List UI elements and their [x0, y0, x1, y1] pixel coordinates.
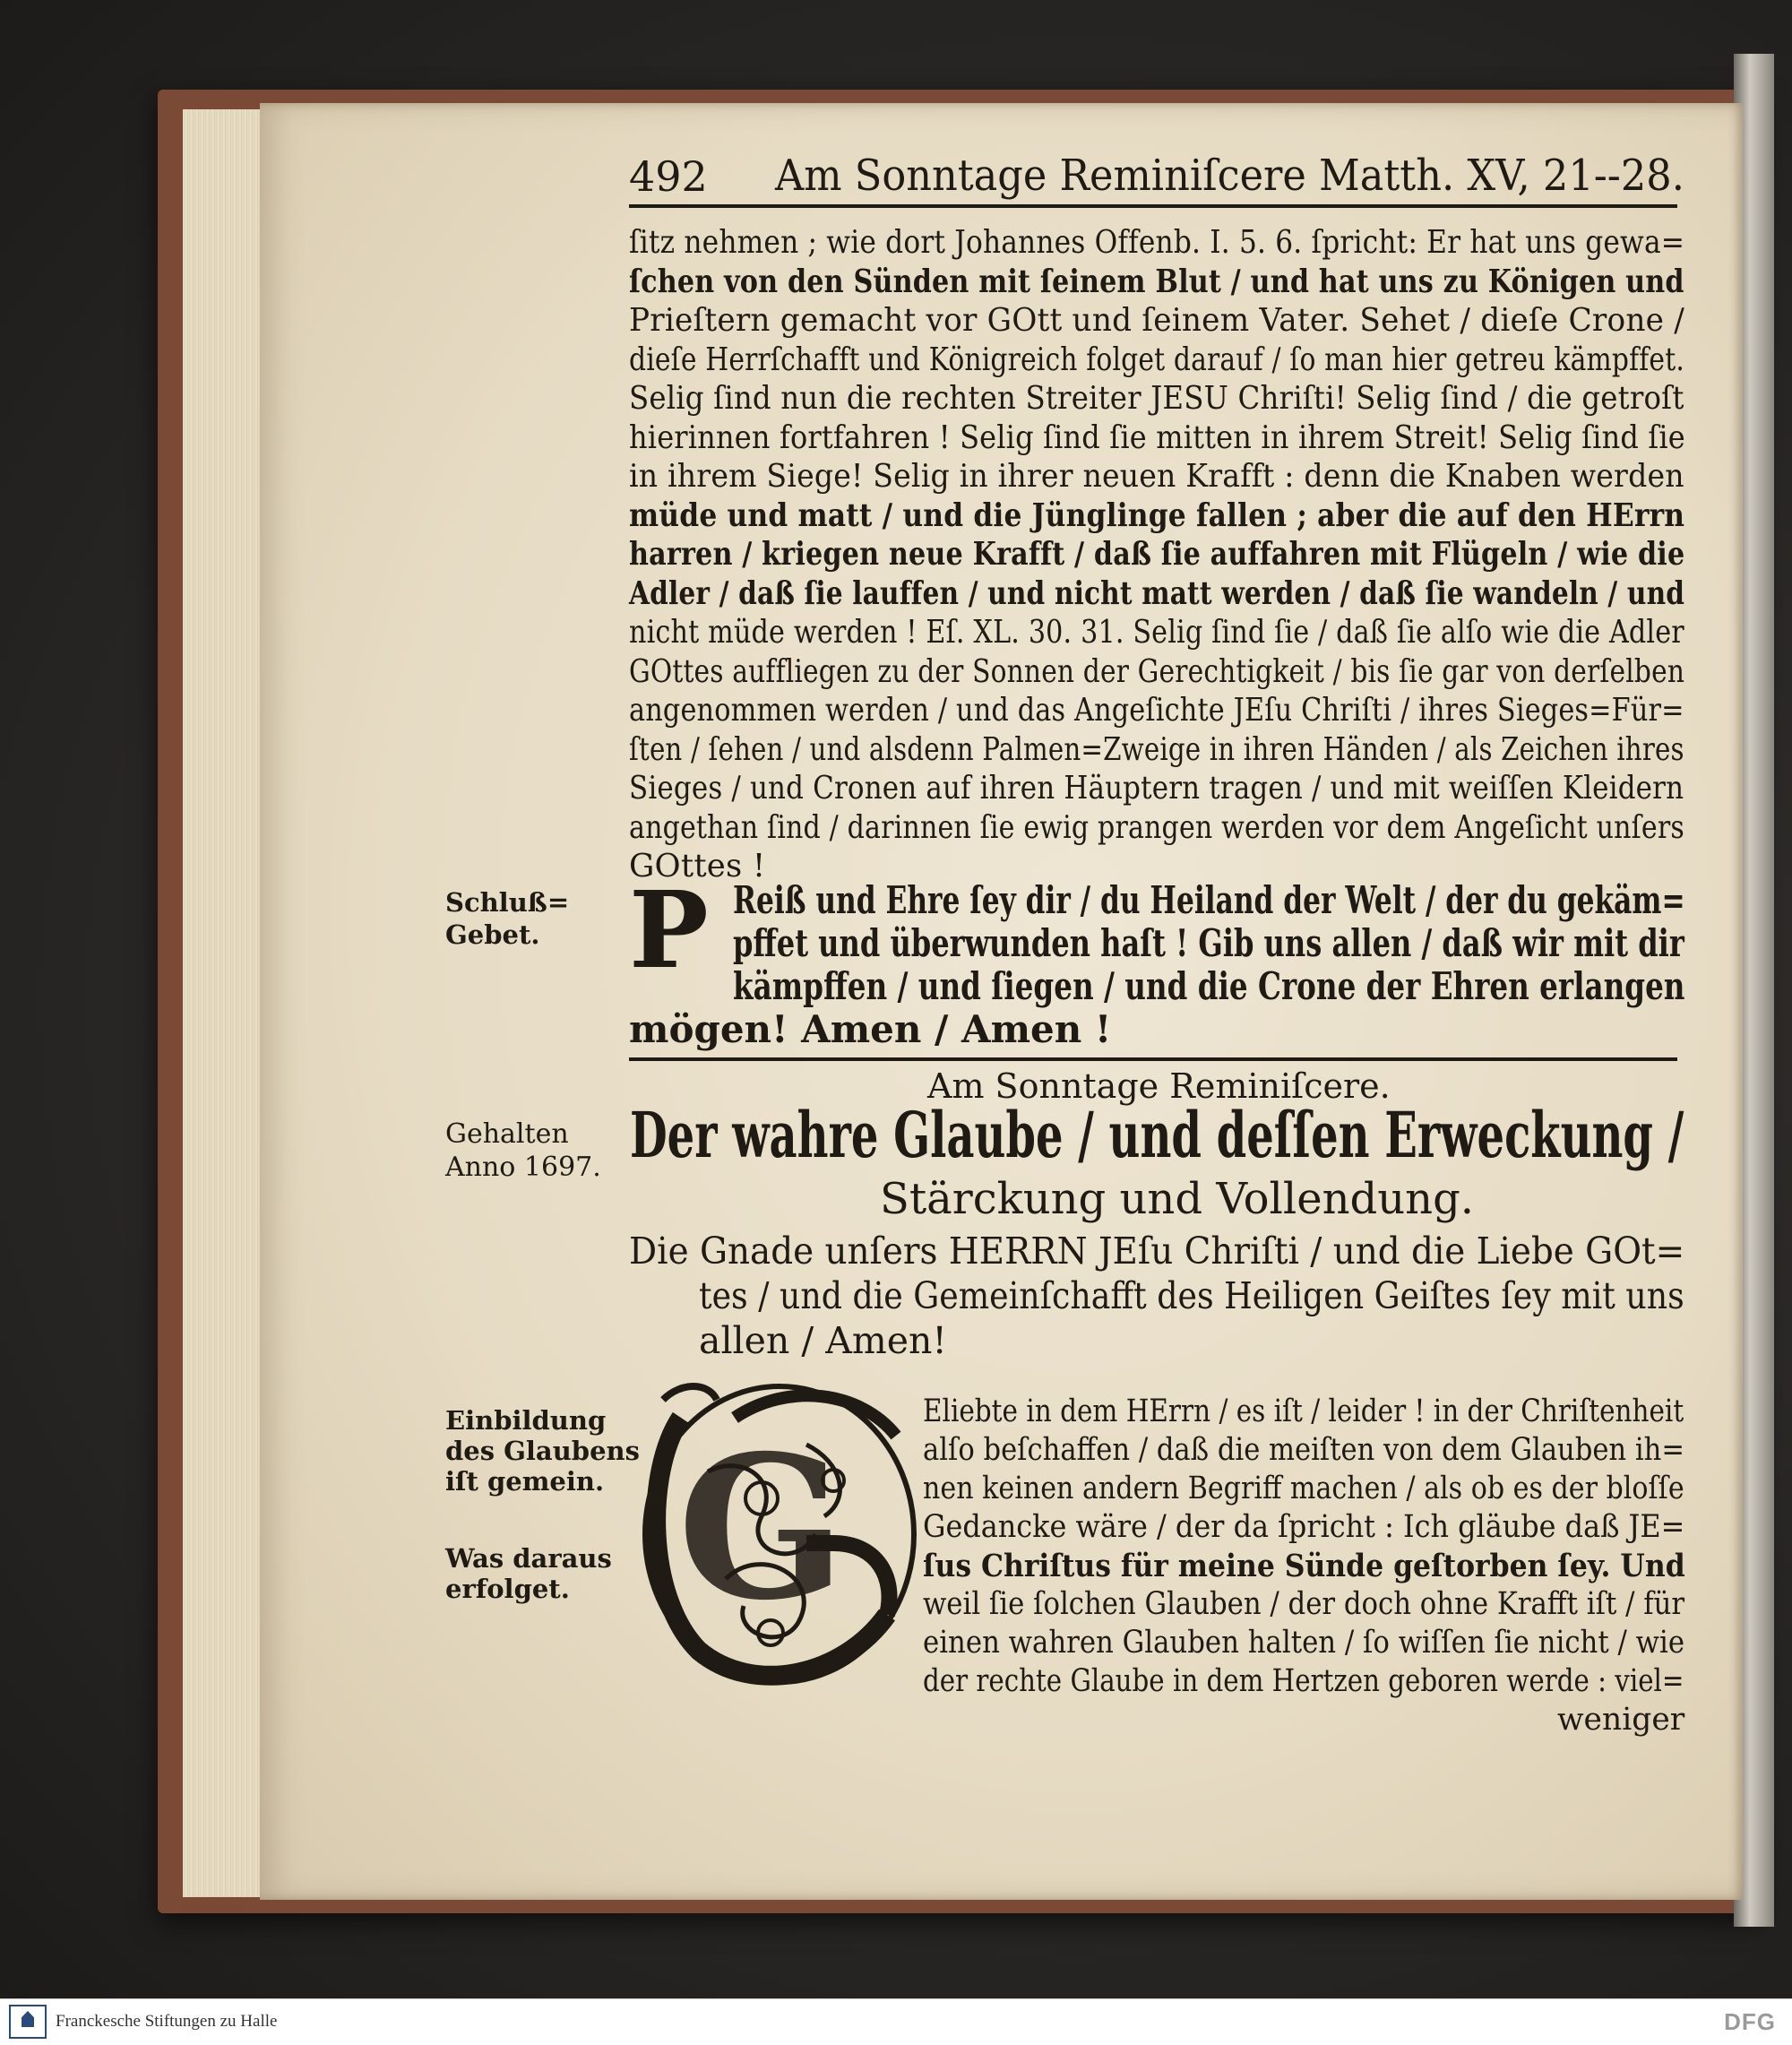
margin-note-consequence-1: Was daraus	[445, 1543, 612, 1574]
blessing-line-2: tes / und die Gemeinſchafft des Heiligen Geiſtes ſey mit uns	[699, 1274, 1684, 1317]
sermon-line-1: Eliebte in dem HErrn / es iſt / leider ! in der Chriſtenheit	[923, 1394, 1684, 1429]
margin-note-consequence-2: erfolget.	[445, 1574, 570, 1604]
body-line: GOttes !	[629, 848, 766, 884]
section-rule	[629, 1057, 1677, 1061]
body-line: hierinnen fortfahren ! Selig ſind ſie mitten in ihrem Streit! Selig ſind ſie	[629, 418, 1685, 456]
page-number: 492	[629, 152, 708, 201]
margin-note-imagination-3: iſt gemein.	[445, 1466, 605, 1497]
prayer-line-4: mögen! Amen / Amen !	[629, 1007, 1112, 1051]
ornamental-initial-letter: G	[677, 1411, 846, 1644]
running-head: Am Sonntage Reminiſcere Matth. XV, 21--28.	[775, 151, 1684, 201]
margin-note-closing-prayer-2: Gebet.	[445, 919, 540, 950]
sermon-line-8: der rechte Glaube in dem Hertzen geboren werde : viel=	[923, 1663, 1684, 1699]
body-line: Selig ſind nun die rechten Streiter JESU Chriſti! Selig ſind / die getroſt	[629, 380, 1684, 417]
dropcap-initial-p: P	[629, 867, 709, 992]
institution-name: Franckesche Stiftungen zu Halle	[56, 2012, 278, 2031]
body-line: in ihrem Siege! Selig in ihrer neuen Krafft : denn die Knaben werden	[629, 458, 1684, 495]
body-line: dieſe Herrſchafft und Königreich folget darauf / ſo man hier getreu kämpffet.	[629, 341, 1684, 378]
ornamental-initial-g	[627, 1364, 923, 1696]
sermon-line-6: weil ſie ſolchen Glauben / der doch ohne Krafft iſt / für	[923, 1586, 1685, 1622]
sermon-title: Der wahre Glaube / und deſſen Erweckung /	[630, 1098, 1684, 1172]
margin-note-held-2: Anno 1697.	[445, 1152, 601, 1183]
prayer-line-3: kämpffen / und ſiegen / und die Crone der Ehren erlangen	[733, 964, 1685, 1008]
blessing-line-3: allen / Amen!	[699, 1319, 947, 1362]
margin-note-imagination-2: des Glaubens	[445, 1436, 640, 1466]
page-edges	[183, 109, 268, 1897]
body-line: GOttes auffliegen zu der Sonnen der Gerechtigkeit / bis ſie gar von derſelben	[629, 652, 1685, 690]
header-rule	[629, 204, 1677, 208]
catchword: weniger	[1557, 1702, 1685, 1738]
section-head: Am Sonntage Reminiſcere.	[927, 1066, 1391, 1106]
body-line: angenommen werden / und das Angeſichte JEſu Chriſti / ihres Sieges=Für=	[629, 692, 1684, 729]
margin-note-closing-prayer-1: Schluß=	[445, 887, 570, 918]
sermon-line-3: nen keinen andern Begriff machen / als ob es der bloſſe	[923, 1471, 1684, 1506]
body-line: ſitz nehmen ; wie dort Johannes Offenb. I. 5. 6. ſpricht: Er hat uns gewa=	[629, 224, 1685, 261]
margin-note-held-1: Gehalten	[445, 1118, 569, 1150]
margin-note-imagination-1: Einbildung	[445, 1405, 607, 1436]
body-line: müde und matt / und die Jünglinge fallen ; aber die auf den HErrn	[629, 496, 1685, 534]
body-line: Adler / daß ſie lauffen / und nicht matt werden / daß ſie wandeln / und	[629, 574, 1685, 612]
sermon-line-7: einen wahren Glauben halten / ſo wiſſen ſie nicht / wie	[923, 1625, 1685, 1661]
sermon-line-4: Gedancke wäre / der da ſpricht : Ich gläube daß JE=	[923, 1509, 1685, 1545]
body-line: Sieges / und Cronen auf ihren Häuptern tragen / und mit weiſſen Kleidern	[629, 770, 1684, 807]
blessing-line-1: Die Gnade unſers HERRN JEſu Chriſti / und die Liebe GOt=	[629, 1230, 1685, 1273]
body-line: Prieſtern gemacht vor GOtt und ſeinem Vater. Sehet / dieſe Crone /	[629, 302, 1684, 339]
institution-logo-icon	[9, 2005, 47, 2039]
prayer-line-1: Reiß und Ehre ſey dir / du Heiland der Welt / der du gekäm=	[733, 878, 1685, 922]
sermon-line-5: ſus Chriſtus für meine Sünde geſtorben ſey. Und	[923, 1548, 1685, 1584]
body-line: harren / kriegen neue Krafft / daß ſie auffahren mit Flügeln / wie die	[629, 536, 1685, 573]
prayer-line-2: pffet und überwunden haſt ! Gib uns allen / daß wir mit dir	[733, 921, 1684, 965]
sermon-subtitle: Stärckung und Vollendung.	[880, 1174, 1475, 1224]
dfg-badge: DFG	[1724, 2008, 1776, 2035]
body-line: ſten / ſehen / und alsdenn Palmen=Zweige in ihren Händen / als Zeichen ihres	[629, 730, 1684, 768]
body-line: ſchen von den Sünden mit ſeinem Blut / und hat uns zu Königen und	[629, 263, 1684, 300]
sermon-line-2: alſo beſchaffen / daß die meiſten von dem Glauben ih=	[923, 1432, 1684, 1468]
viewer-footer	[0, 1998, 1792, 2045]
body-line: angethan ſind / darinnen ſie ewig prangen werden vor dem Angeſicht unſers	[629, 808, 1684, 846]
body-line: nicht müde werden ! Eſ. XL. 30. 31. Selig ſind ſie / daß ſie alſo wie die Adler	[629, 614, 1684, 651]
